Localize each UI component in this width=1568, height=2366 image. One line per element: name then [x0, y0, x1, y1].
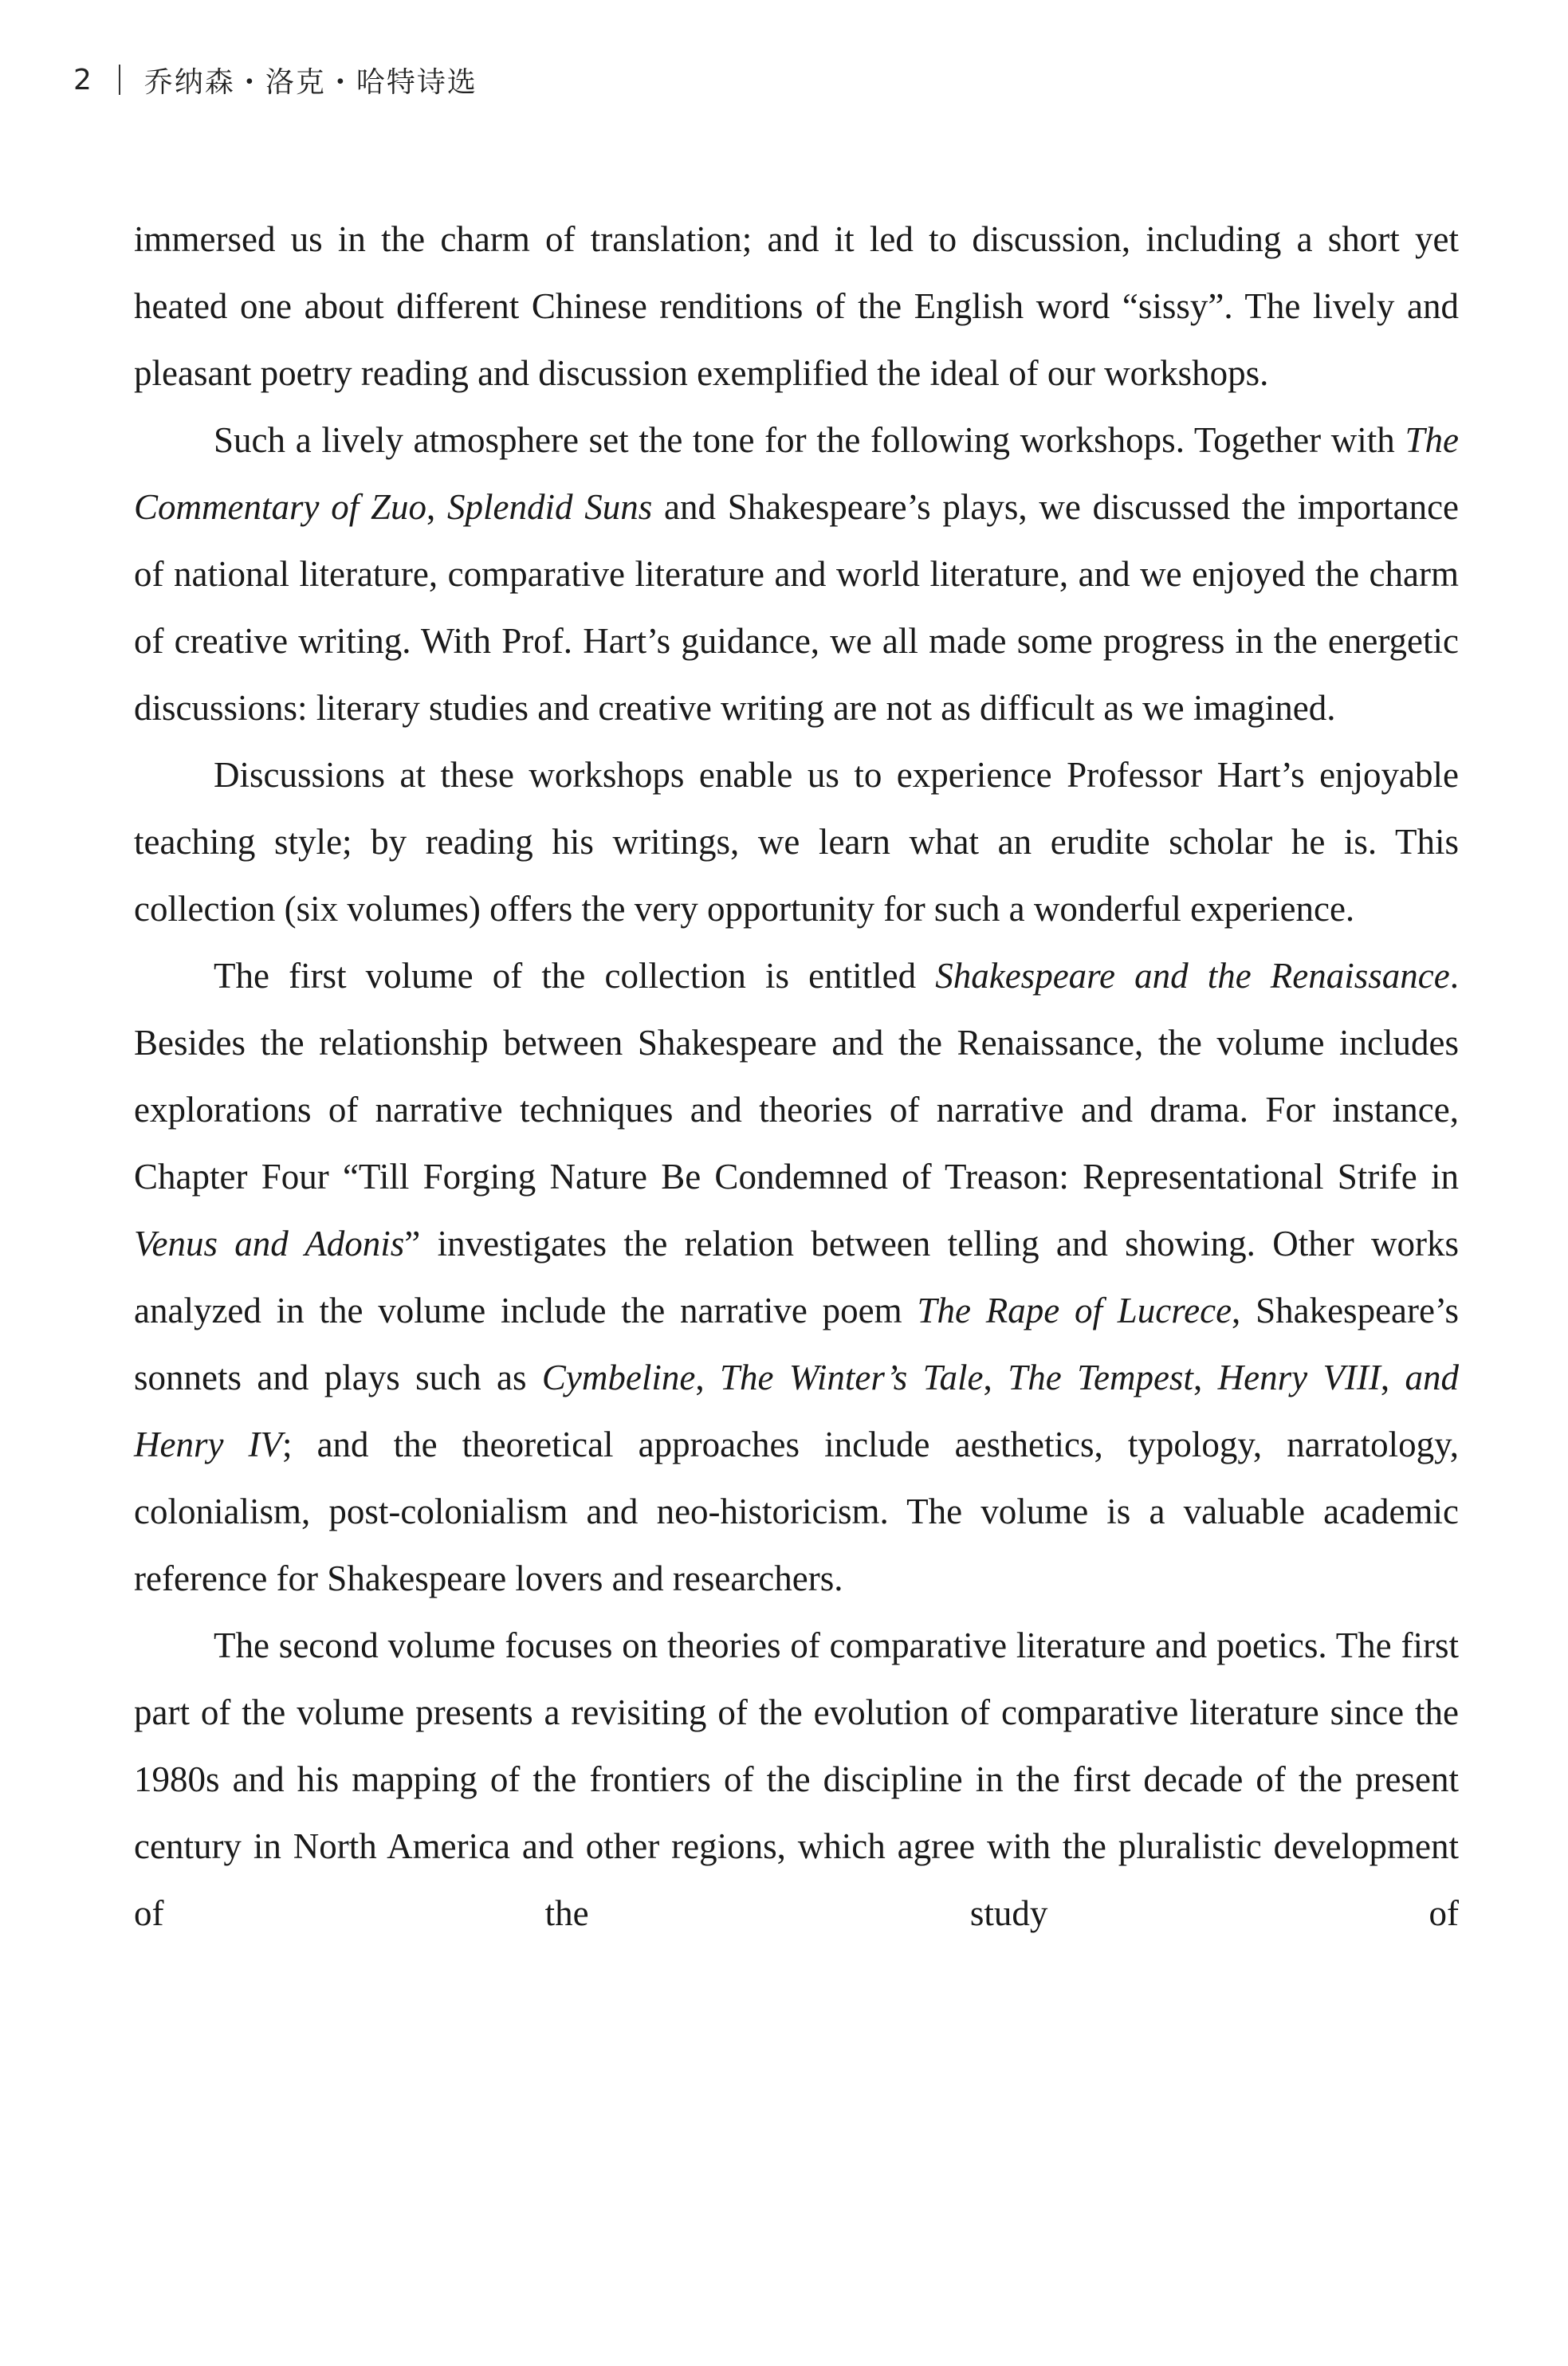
running-header [73, 56, 477, 104]
work-title: The Rape of Lucrece [917, 1291, 1232, 1330]
paragraph-text: , Shakespeare’s sonnets and plays such as [134, 1291, 1459, 1397]
paragraph-text: immersed us in the charm of translation; and it led to discussion, including a short yet heated one about different Chinese renditions of the English word “sissy”. The lively and pleasant poetry reading and discussion exemplified the ideal of our workshops. [134, 219, 1459, 393]
work-title: The Commentary of Zuo [134, 420, 1459, 527]
paragraph-text: The first volume of the collection is entitled [214, 956, 936, 996]
paragraph-4 [134, 942, 1459, 1612]
paragraph-text: , [426, 487, 448, 527]
page-number: 2 [73, 63, 92, 96]
body-text [134, 206, 1459, 1947]
paragraph-text: . Besides the relationship between Shakespeare and the Renaissance, the volume includes explorations of narrative techniques and theories of narrative and drama. For instance, Chapter Four “Till Forging Nature Be Condemned of Treason: Representational Strife in [134, 956, 1459, 1197]
paragraph-text: The second volume focuses on theories of comparative literature and poetics. The first part of the volume presents a revisiting of the evolution of comparative literature since the 1980s and his mapping of the frontiers of the discipline in the first decade of the present century in North America and other regions, which agree with the pluralistic development of the study of [134, 1625, 1459, 1933]
work-title: Henry VIII [1217, 1358, 1381, 1397]
paragraph-text: , [983, 1358, 1008, 1397]
paragraph-text: ” investigates the relation between telling and showing. Other works analyzed in the volume include the narrative poem [134, 1224, 1459, 1330]
paragraph-text: Discussions at these workshops enable us to experience Professor Hart’s enjoyable teaching style; by reading his writings, we learn what an erudite scholar he is. This collection (six volumes) offers the very opportunity for such a wonderful experience. [134, 755, 1459, 929]
book-title: 乔纳森・洛克・哈特诗选 [143, 65, 477, 99]
paragraph-5 [134, 1612, 1459, 1947]
paragraph-3 [134, 741, 1459, 942]
paragraph-1 [134, 206, 1459, 407]
work-title: The Winter’s Tale [720, 1358, 984, 1397]
paragraph-text: , [695, 1358, 720, 1397]
paragraph-text: , [1193, 1358, 1218, 1397]
paragraph-text: Such a lively atmosphere set the tone for the following workshops. Together with [214, 420, 1405, 460]
work-title: Splendid Suns [447, 487, 653, 527]
work-title: Venus and Adonis [134, 1224, 405, 1264]
header-separator [119, 65, 120, 95]
paragraph-text: ; and the theoretical approaches include aesthetics, typology, narratology, colonialism, post-colonialism and neo-historicism. The volume is a valuable academic reference for Shakespeare lovers and researchers. [134, 1425, 1459, 1598]
work-title: Cymbeline [541, 1358, 696, 1397]
work-title: Shakespeare and the Renaissance [935, 956, 1450, 996]
work-title: The Tempest [1008, 1358, 1193, 1397]
paragraph-text: , [1380, 1358, 1405, 1397]
work-title: and Henry IV [134, 1358, 1460, 1464]
paragraph-2 [134, 407, 1459, 741]
paragraph-text: and Shakespeare’s plays, we discussed the importance of national literature, comparative literature and world literature, and we enjoyed the charm of creative writing. With Prof. Hart’s guidance, we all made some progress in the energetic discussions: literary studies and creative writing are not as difficult as we imagined. [134, 487, 1460, 728]
